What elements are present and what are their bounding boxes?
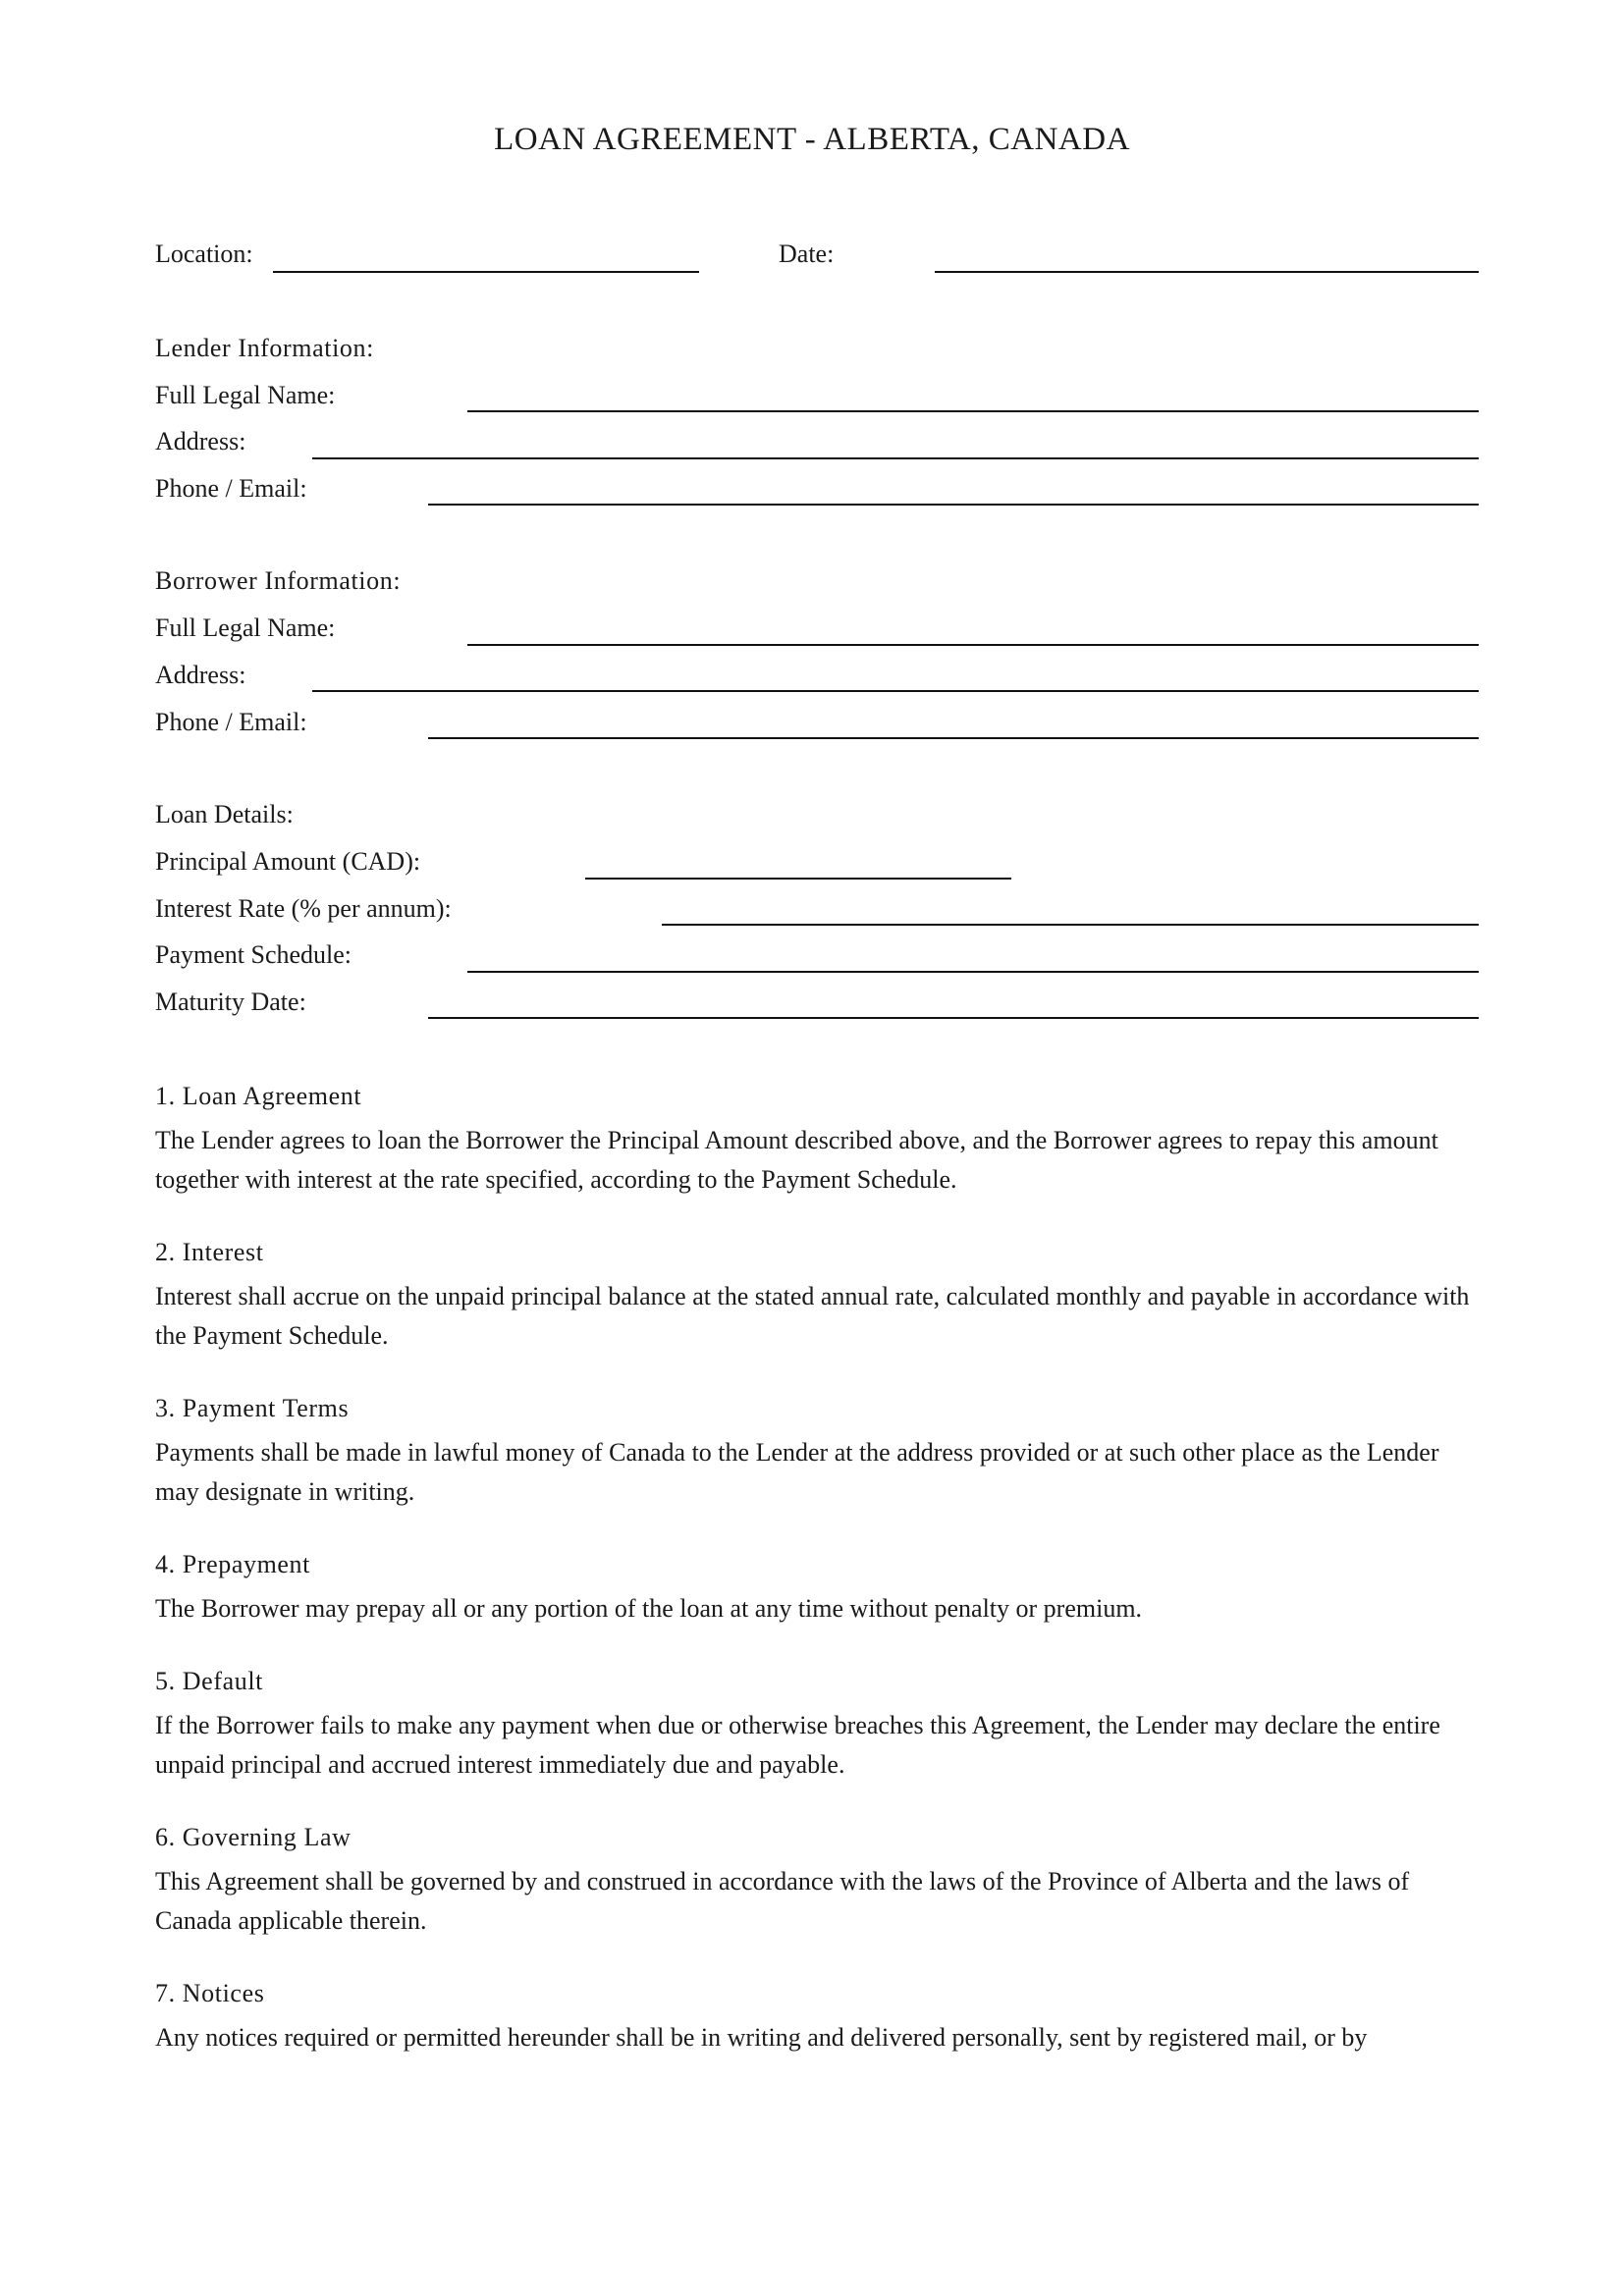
- section-heading: 7. Notices: [155, 1979, 265, 2007]
- borrower-address-field[interactable]: [312, 690, 1479, 692]
- lender-name-label: Full Legal Name:: [155, 381, 336, 409]
- principal-amount-field[interactable]: [585, 878, 1011, 880]
- maturity-date-field[interactable]: [428, 1017, 1479, 1019]
- section-heading: 4. Prepayment: [155, 1550, 310, 1578]
- section-heading: 6. Governing Law: [155, 1823, 352, 1851]
- maturity-date-label: Maturity Date:: [155, 988, 306, 1016]
- borrower-contact-label: Phone / Email:: [155, 708, 307, 736]
- section-heading: 1. Loan Agreement: [155, 1082, 362, 1110]
- section-heading: 3. Payment Terms: [155, 1394, 350, 1422]
- loan-details-heading: Loan Details:: [155, 800, 294, 828]
- borrower-heading: Borrower Information:: [155, 566, 402, 595]
- lender-contact-label: Phone / Email:: [155, 474, 307, 503]
- lender-contact-field[interactable]: [428, 504, 1479, 506]
- borrower-name-field[interactable]: [467, 644, 1479, 646]
- section-heading: 2. Interest: [155, 1238, 264, 1266]
- date-field[interactable]: [935, 271, 1479, 273]
- section-text: This Agreement shall be governed by and construed in accordance with the laws of the Province of Alberta and the laws of Canada applicable therein.: [155, 1867, 1410, 1935]
- section-text: The Borrower may prepay all or any portion of the loan at any time without penalty or premium.: [155, 1594, 1143, 1623]
- location-label: Location:: [155, 240, 253, 268]
- borrower-contact-field[interactable]: [428, 737, 1479, 739]
- section-text: Any notices required or permitted hereunder shall be in writing and delivered personally, sent by registered mail, or by: [155, 2023, 1368, 2052]
- payment-schedule-field[interactable]: [467, 971, 1479, 973]
- section-heading: 5. Default: [155, 1667, 263, 1695]
- lender-address-field[interactable]: [312, 457, 1479, 459]
- section-text: If the Borrower fails to make any payment when due or otherwise breaches this Agreement, the Lender may declare the entire unpaid principal and accrued interest immediately due and payable.: [155, 1711, 1440, 1779]
- lender-address-label: Address:: [155, 427, 246, 455]
- date-label: Date:: [779, 240, 835, 268]
- document-title: LOAN AGREEMENT - ALBERTA, CANADA: [494, 122, 1130, 157]
- payment-schedule-label: Payment Schedule:: [155, 940, 352, 969]
- section-text: The Lender agrees to loan the Borrower the Principal Amount described above, and the Borrower agrees to repay this amount together with interest at the rate specified, according to the Payment Schedule.: [155, 1126, 1438, 1194]
- lender-name-field[interactable]: [467, 410, 1479, 412]
- borrower-name-label: Full Legal Name:: [155, 614, 336, 642]
- section-text: Interest shall accrue on the unpaid principal balance at the stated annual rate, calculated monthly and payable in accordance with the Payment Schedule.: [155, 1282, 1470, 1350]
- principal-amount-label: Principal Amount (CAD):: [155, 847, 421, 876]
- location-field[interactable]: [273, 271, 699, 273]
- borrower-address-label: Address:: [155, 661, 246, 689]
- lender-heading: Lender Information:: [155, 334, 374, 362]
- interest-rate-field[interactable]: [662, 924, 1479, 926]
- section-text: Payments shall be made in lawful money of Canada to the Lender at the address provided or at such other place as the Lender may designate in writing.: [155, 1438, 1439, 1506]
- interest-rate-label: Interest Rate (% per annum):: [155, 894, 452, 923]
